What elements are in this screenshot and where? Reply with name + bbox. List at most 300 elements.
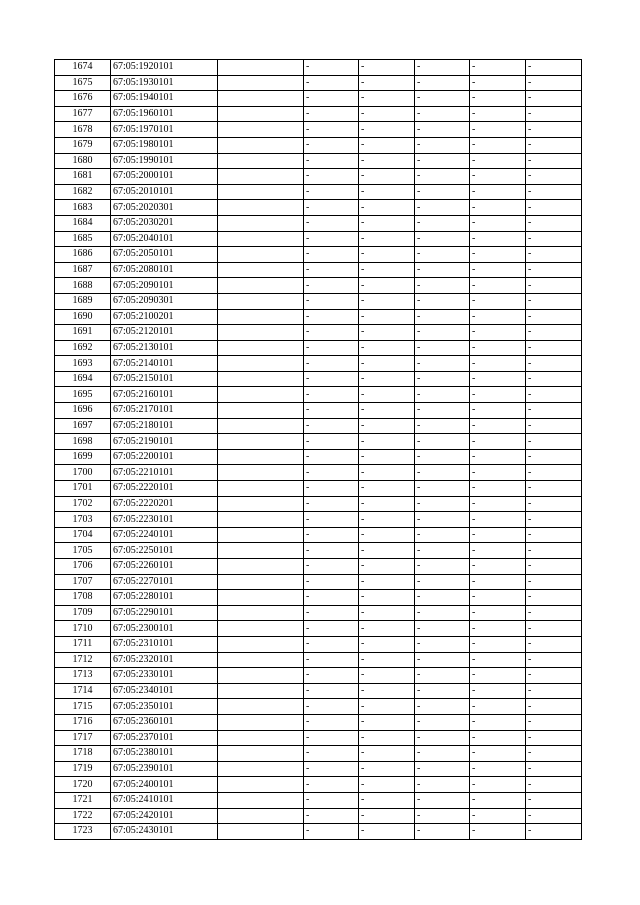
value-cell-1: - (304, 543, 359, 559)
description-cell (218, 605, 304, 621)
value-cell-1: - (304, 106, 359, 122)
table-row (55, 184, 582, 200)
value-cell-2: - (359, 215, 415, 231)
row-number-cell: 1703 (55, 512, 111, 528)
value-cell-1: - (304, 683, 359, 699)
value-cell-1: - (304, 371, 359, 387)
row-number-cell: 1720 (55, 777, 111, 793)
value-cell-2: - (359, 434, 415, 450)
value-cell-4: - (470, 605, 526, 621)
value-cell-1: - (304, 621, 359, 637)
value-cell-5: - (526, 247, 582, 263)
value-cell-1: - (304, 60, 359, 76)
row-number-cell: 1702 (55, 496, 111, 512)
value-cell-5: - (526, 418, 582, 434)
value-cell-3: - (415, 792, 470, 808)
description-cell (218, 153, 304, 169)
description-cell (218, 496, 304, 512)
table-row (55, 824, 582, 840)
description-cell (218, 481, 304, 497)
register-table-body (55, 60, 582, 840)
row-number-cell: 1680 (55, 153, 111, 169)
value-cell-3: - (415, 559, 470, 575)
value-cell-1: - (304, 122, 359, 138)
value-cell-4: - (470, 465, 526, 481)
cadastral-code-cell: 67:05:2140101 (111, 356, 218, 372)
value-cell-3: - (415, 543, 470, 559)
value-cell-5: - (526, 761, 582, 777)
value-cell-2: - (359, 387, 415, 403)
value-cell-3: - (415, 91, 470, 107)
value-cell-4: - (470, 683, 526, 699)
table-row (55, 278, 582, 294)
description-cell (218, 371, 304, 387)
value-cell-4: - (470, 325, 526, 341)
table-row (55, 512, 582, 528)
value-cell-1: - (304, 824, 359, 840)
value-cell-2: - (359, 699, 415, 715)
value-cell-4: - (470, 699, 526, 715)
value-cell-3: - (415, 215, 470, 231)
value-cell-2: - (359, 761, 415, 777)
value-cell-1: - (304, 559, 359, 575)
description-cell (218, 75, 304, 91)
description-cell (218, 714, 304, 730)
value-cell-3: - (415, 184, 470, 200)
row-number-cell: 1695 (55, 387, 111, 403)
description-cell (218, 824, 304, 840)
cadastral-code-cell: 67:05:2380101 (111, 746, 218, 762)
value-cell-2: - (359, 496, 415, 512)
value-cell-2: - (359, 184, 415, 200)
value-cell-3: - (415, 808, 470, 824)
description-cell (218, 122, 304, 138)
cadastral-code-cell: 67:05:2090101 (111, 278, 218, 294)
value-cell-1: - (304, 387, 359, 403)
value-cell-3: - (415, 106, 470, 122)
value-cell-1: - (304, 137, 359, 153)
value-cell-4: - (470, 200, 526, 216)
value-cell-2: - (359, 231, 415, 247)
value-cell-4: - (470, 792, 526, 808)
table-row (55, 200, 582, 216)
value-cell-3: - (415, 434, 470, 450)
value-cell-4: - (470, 808, 526, 824)
cadastral-code-cell: 67:05:2010101 (111, 184, 218, 200)
value-cell-2: - (359, 465, 415, 481)
description-cell (218, 356, 304, 372)
table-row (55, 403, 582, 419)
value-cell-2: - (359, 60, 415, 76)
cadastral-code-cell: 67:05:2220201 (111, 496, 218, 512)
description-cell (218, 808, 304, 824)
value-cell-3: - (415, 746, 470, 762)
value-cell-5: - (526, 387, 582, 403)
value-cell-1: - (304, 153, 359, 169)
value-cell-3: - (415, 605, 470, 621)
cadastral-code-cell: 67:05:2290101 (111, 605, 218, 621)
value-cell-3: - (415, 668, 470, 684)
table-row (55, 714, 582, 730)
table-row (55, 636, 582, 652)
value-cell-4: - (470, 356, 526, 372)
description-cell (218, 184, 304, 200)
value-cell-3: - (415, 356, 470, 372)
value-cell-3: - (415, 761, 470, 777)
row-number-cell: 1692 (55, 340, 111, 356)
row-number-cell: 1682 (55, 184, 111, 200)
value-cell-1: - (304, 215, 359, 231)
table-row (55, 621, 582, 637)
table-row (55, 231, 582, 247)
value-cell-5: - (526, 371, 582, 387)
value-cell-2: - (359, 325, 415, 341)
value-cell-5: - (526, 278, 582, 294)
value-cell-2: - (359, 278, 415, 294)
value-cell-2: - (359, 122, 415, 138)
description-cell (218, 106, 304, 122)
value-cell-5: - (526, 621, 582, 637)
value-cell-3: - (415, 122, 470, 138)
value-cell-1: - (304, 668, 359, 684)
cadastral-code-cell: 67:05:2230101 (111, 512, 218, 528)
value-cell-1: - (304, 574, 359, 590)
row-number-cell: 1684 (55, 215, 111, 231)
value-cell-2: - (359, 106, 415, 122)
value-cell-2: - (359, 153, 415, 169)
row-number-cell: 1688 (55, 278, 111, 294)
value-cell-5: - (526, 699, 582, 715)
value-cell-1: - (304, 527, 359, 543)
cadastral-code-cell: 67:05:1990101 (111, 153, 218, 169)
value-cell-3: - (415, 153, 470, 169)
cadastral-code-cell: 67:05:2210101 (111, 465, 218, 481)
value-cell-1: - (304, 278, 359, 294)
table-row (55, 153, 582, 169)
value-cell-4: - (470, 75, 526, 91)
cadastral-code-cell: 67:05:1940101 (111, 91, 218, 107)
table-row (55, 559, 582, 575)
description-cell (218, 730, 304, 746)
row-number-cell: 1689 (55, 293, 111, 309)
value-cell-1: - (304, 590, 359, 606)
value-cell-4: - (470, 777, 526, 793)
value-cell-4: - (470, 512, 526, 528)
cadastral-code-cell: 67:05:2370101 (111, 730, 218, 746)
value-cell-1: - (304, 512, 359, 528)
value-cell-1: - (304, 808, 359, 824)
row-number-cell: 1686 (55, 247, 111, 263)
value-cell-4: - (470, 730, 526, 746)
value-cell-2: - (359, 200, 415, 216)
value-cell-5: - (526, 153, 582, 169)
description-cell (218, 543, 304, 559)
value-cell-5: - (526, 714, 582, 730)
cadastral-code-cell: 67:05:2360101 (111, 714, 218, 730)
value-cell-3: - (415, 481, 470, 497)
value-cell-2: - (359, 309, 415, 325)
value-cell-4: - (470, 668, 526, 684)
cadastral-code-cell: 67:05:2220101 (111, 481, 218, 497)
value-cell-3: - (415, 636, 470, 652)
value-cell-5: - (526, 434, 582, 450)
row-number-cell: 1676 (55, 91, 111, 107)
value-cell-3: - (415, 496, 470, 512)
value-cell-3: - (415, 683, 470, 699)
value-cell-2: - (359, 75, 415, 91)
value-cell-4: - (470, 574, 526, 590)
register-table (54, 59, 582, 840)
table-row (55, 309, 582, 325)
cadastral-code-cell: 67:05:2130101 (111, 340, 218, 356)
cadastral-code-cell: 67:05:2330101 (111, 668, 218, 684)
cadastral-code-cell: 67:05:2300101 (111, 621, 218, 637)
value-cell-4: - (470, 590, 526, 606)
value-cell-3: - (415, 262, 470, 278)
value-cell-3: - (415, 699, 470, 715)
table-row (55, 777, 582, 793)
value-cell-3: - (415, 527, 470, 543)
description-cell (218, 527, 304, 543)
table-row (55, 262, 582, 278)
description-cell (218, 169, 304, 185)
row-number-cell: 1714 (55, 683, 111, 699)
value-cell-3: - (415, 403, 470, 419)
value-cell-4: - (470, 746, 526, 762)
value-cell-2: - (359, 559, 415, 575)
cadastral-code-cell: 67:05:2120101 (111, 325, 218, 341)
row-number-cell: 1701 (55, 481, 111, 497)
value-cell-5: - (526, 512, 582, 528)
value-cell-1: - (304, 262, 359, 278)
description-cell (218, 403, 304, 419)
table-row (55, 590, 582, 606)
cadastral-code-cell: 67:05:2040101 (111, 231, 218, 247)
value-cell-4: - (470, 371, 526, 387)
table-row (55, 325, 582, 341)
value-cell-4: - (470, 215, 526, 231)
value-cell-3: - (415, 512, 470, 528)
value-cell-1: - (304, 309, 359, 325)
value-cell-5: - (526, 325, 582, 341)
table-row (55, 247, 582, 263)
value-cell-2: - (359, 340, 415, 356)
value-cell-2: - (359, 574, 415, 590)
value-cell-2: - (359, 403, 415, 419)
description-cell (218, 293, 304, 309)
value-cell-4: - (470, 496, 526, 512)
value-cell-2: - (359, 262, 415, 278)
row-number-cell: 1679 (55, 137, 111, 153)
row-number-cell: 1694 (55, 371, 111, 387)
value-cell-5: - (526, 481, 582, 497)
description-cell (218, 574, 304, 590)
description-cell (218, 434, 304, 450)
table-row (55, 91, 582, 107)
value-cell-2: - (359, 169, 415, 185)
row-number-cell: 1716 (55, 714, 111, 730)
value-cell-5: - (526, 184, 582, 200)
value-cell-4: - (470, 652, 526, 668)
value-cell-2: - (359, 746, 415, 762)
description-cell (218, 668, 304, 684)
value-cell-1: - (304, 356, 359, 372)
value-cell-1: - (304, 184, 359, 200)
row-number-cell: 1691 (55, 325, 111, 341)
value-cell-2: - (359, 481, 415, 497)
description-cell (218, 652, 304, 668)
value-cell-1: - (304, 418, 359, 434)
description-cell (218, 262, 304, 278)
row-number-cell: 1719 (55, 761, 111, 777)
value-cell-1: - (304, 652, 359, 668)
value-cell-5: - (526, 169, 582, 185)
value-cell-5: - (526, 792, 582, 808)
value-cell-4: - (470, 137, 526, 153)
value-cell-5: - (526, 730, 582, 746)
row-number-cell: 1687 (55, 262, 111, 278)
row-number-cell: 1698 (55, 434, 111, 450)
value-cell-4: - (470, 434, 526, 450)
table-row (55, 543, 582, 559)
description-cell (218, 621, 304, 637)
value-cell-5: - (526, 574, 582, 590)
value-cell-3: - (415, 278, 470, 294)
value-cell-1: - (304, 714, 359, 730)
table-row (55, 496, 582, 512)
table-row (55, 340, 582, 356)
value-cell-1: - (304, 403, 359, 419)
value-cell-3: - (415, 200, 470, 216)
row-number-cell: 1697 (55, 418, 111, 434)
table-row (55, 527, 582, 543)
table-row (55, 434, 582, 450)
value-cell-1: - (304, 449, 359, 465)
value-cell-1: - (304, 792, 359, 808)
value-cell-3: - (415, 418, 470, 434)
row-number-cell: 1678 (55, 122, 111, 138)
value-cell-4: - (470, 559, 526, 575)
table-row (55, 418, 582, 434)
cadastral-code-cell: 67:05:2050101 (111, 247, 218, 263)
description-cell (218, 761, 304, 777)
value-cell-1: - (304, 761, 359, 777)
description-cell (218, 746, 304, 762)
table-row (55, 481, 582, 497)
cadastral-code-cell: 67:05:2340101 (111, 683, 218, 699)
value-cell-5: - (526, 777, 582, 793)
cadastral-code-cell: 67:05:2200101 (111, 449, 218, 465)
row-number-cell: 1715 (55, 699, 111, 715)
table-row (55, 808, 582, 824)
value-cell-4: - (470, 543, 526, 559)
row-number-cell: 1710 (55, 621, 111, 637)
row-number-cell: 1683 (55, 200, 111, 216)
cadastral-code-cell: 67:05:2090301 (111, 293, 218, 309)
value-cell-5: - (526, 137, 582, 153)
row-number-cell: 1707 (55, 574, 111, 590)
description-cell (218, 91, 304, 107)
cadastral-code-cell: 67:05:1930101 (111, 75, 218, 91)
cadastral-code-cell: 67:05:2430101 (111, 824, 218, 840)
row-number-cell: 1711 (55, 636, 111, 652)
value-cell-2: - (359, 668, 415, 684)
value-cell-3: - (415, 824, 470, 840)
value-cell-3: - (415, 465, 470, 481)
description-cell (218, 683, 304, 699)
value-cell-4: - (470, 824, 526, 840)
value-cell-2: - (359, 371, 415, 387)
description-cell (218, 449, 304, 465)
table-row (55, 683, 582, 699)
value-cell-3: - (415, 730, 470, 746)
cadastral-code-cell: 67:05:2240101 (111, 527, 218, 543)
cadastral-code-cell: 67:05:1920101 (111, 60, 218, 76)
value-cell-1: - (304, 200, 359, 216)
row-number-cell: 1706 (55, 559, 111, 575)
value-cell-4: - (470, 714, 526, 730)
row-number-cell: 1681 (55, 169, 111, 185)
value-cell-5: - (526, 91, 582, 107)
table-row (55, 356, 582, 372)
value-cell-5: - (526, 122, 582, 138)
value-cell-3: - (415, 449, 470, 465)
value-cell-3: - (415, 652, 470, 668)
value-cell-2: - (359, 356, 415, 372)
value-cell-5: - (526, 824, 582, 840)
value-cell-5: - (526, 543, 582, 559)
table-row (55, 465, 582, 481)
cadastral-code-cell: 67:05:2150101 (111, 371, 218, 387)
value-cell-1: - (304, 75, 359, 91)
table-row (55, 293, 582, 309)
table-row (55, 730, 582, 746)
description-cell (218, 340, 304, 356)
value-cell-5: - (526, 636, 582, 652)
cadastral-code-cell: 67:05:2320101 (111, 652, 218, 668)
value-cell-5: - (526, 590, 582, 606)
value-cell-3: - (415, 777, 470, 793)
row-number-cell: 1690 (55, 309, 111, 325)
value-cell-2: - (359, 418, 415, 434)
table-row (55, 169, 582, 185)
value-cell-1: - (304, 605, 359, 621)
value-cell-4: - (470, 387, 526, 403)
description-cell (218, 137, 304, 153)
row-number-cell: 1704 (55, 527, 111, 543)
value-cell-3: - (415, 169, 470, 185)
value-cell-5: - (526, 683, 582, 699)
value-cell-1: - (304, 169, 359, 185)
value-cell-2: - (359, 293, 415, 309)
value-cell-5: - (526, 75, 582, 91)
cadastral-code-cell: 67:05:2260101 (111, 559, 218, 575)
value-cell-2: - (359, 247, 415, 263)
row-number-cell: 1717 (55, 730, 111, 746)
description-cell (218, 325, 304, 341)
cadastral-code-cell: 67:05:1980101 (111, 137, 218, 153)
table-row (55, 699, 582, 715)
cadastral-code-cell: 67:05:2020301 (111, 200, 218, 216)
description-cell (218, 465, 304, 481)
value-cell-4: - (470, 106, 526, 122)
cadastral-code-cell: 67:05:2390101 (111, 761, 218, 777)
cadastral-code-cell: 67:05:2420101 (111, 808, 218, 824)
value-cell-1: - (304, 434, 359, 450)
cadastral-code-cell: 67:05:2310101 (111, 636, 218, 652)
cadastral-code-cell: 67:05:2280101 (111, 590, 218, 606)
cadastral-code-cell: 67:05:2000101 (111, 169, 218, 185)
